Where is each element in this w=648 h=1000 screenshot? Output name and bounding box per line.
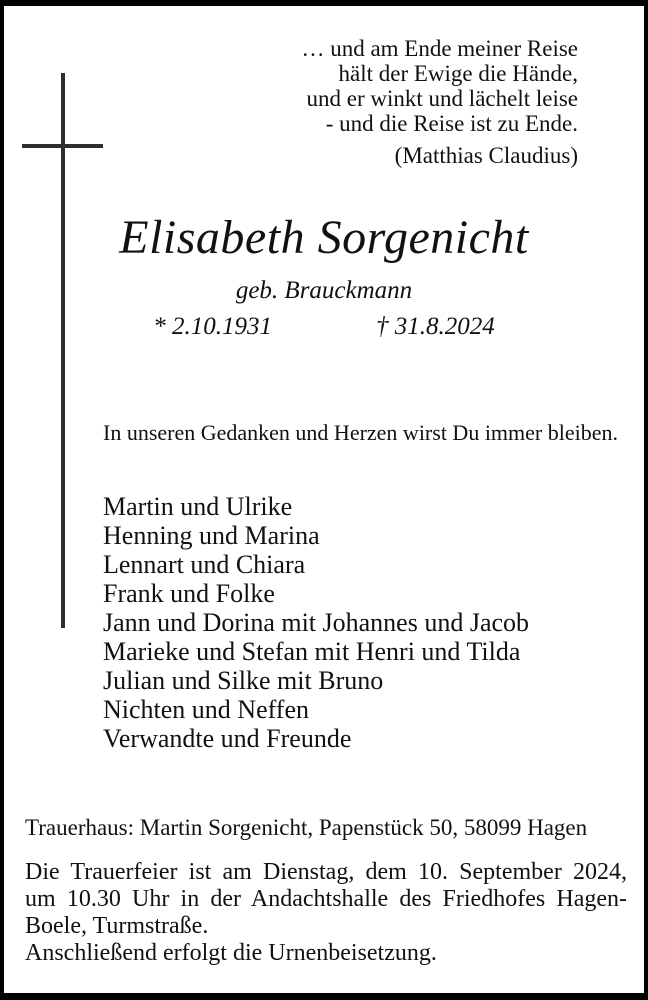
- verse-line: und er winkt und lächelt leise: [306, 86, 578, 111]
- verse-line: - und die Reise ist zu Ende.: [325, 111, 578, 136]
- mourner-entry: Frank und Folke: [103, 579, 275, 608]
- mourners-list: [103, 492, 529, 753]
- opening-verse: [301, 36, 578, 168]
- mourner-entry: Lennart und Chiara: [103, 550, 306, 579]
- verse-line: … und am Ende meiner Reise: [301, 36, 578, 61]
- cross-icon: [61, 73, 65, 628]
- life-dates: [0, 314, 648, 339]
- maiden-name: geb. Brauckmann: [235, 277, 413, 304]
- verse-line: hält der Ewige die Hände,: [338, 61, 578, 86]
- deceased-name: Elisabeth Sorgenicht: [119, 211, 529, 264]
- mourner-entry: Marieke und Stefan mit Henri und Tilda: [103, 637, 521, 666]
- cross-icon-bar: [22, 144, 103, 148]
- ceremony-details: [25, 859, 627, 967]
- trauerhaus-address: Trauerhaus: Martin Sorgenicht, Papenstück 50, 58099 Hagen: [25, 815, 588, 840]
- mourner-entry: Verwandte und Freunde: [103, 724, 352, 753]
- ceremony-line: Die Trauerfeier ist am Dienstag, dem 10. September 2024,: [25, 859, 627, 885]
- ceremony-line: Anschließend erfolgt die Urnenbeisetzung.: [25, 940, 437, 966]
- mourner-entry: Julian und Silke mit Bruno: [103, 666, 384, 695]
- mourner-entry: Henning und Marina: [103, 521, 320, 550]
- death-date: † 31.8.2024: [376, 313, 495, 340]
- ceremony-line: Boele, Turmstraße.: [25, 913, 209, 939]
- ceremony-line: um 10.30 Uhr in der Andachtshalle des Friedhofes Hagen-: [25, 886, 627, 912]
- mourner-entry: Martin und Ulrike: [103, 492, 293, 521]
- mourner-entry: Nichten und Neffen: [103, 695, 310, 724]
- mourner-entry: Jann und Dorina mit Johannes und Jacob: [103, 608, 530, 637]
- verse-attribution: (Matthias Claudius): [394, 143, 578, 168]
- birth-date: * 2.10.1931: [153, 313, 272, 340]
- memorial-sentence: In unseren Gedanken und Herzen wirst Du immer bleiben.: [103, 420, 619, 445]
